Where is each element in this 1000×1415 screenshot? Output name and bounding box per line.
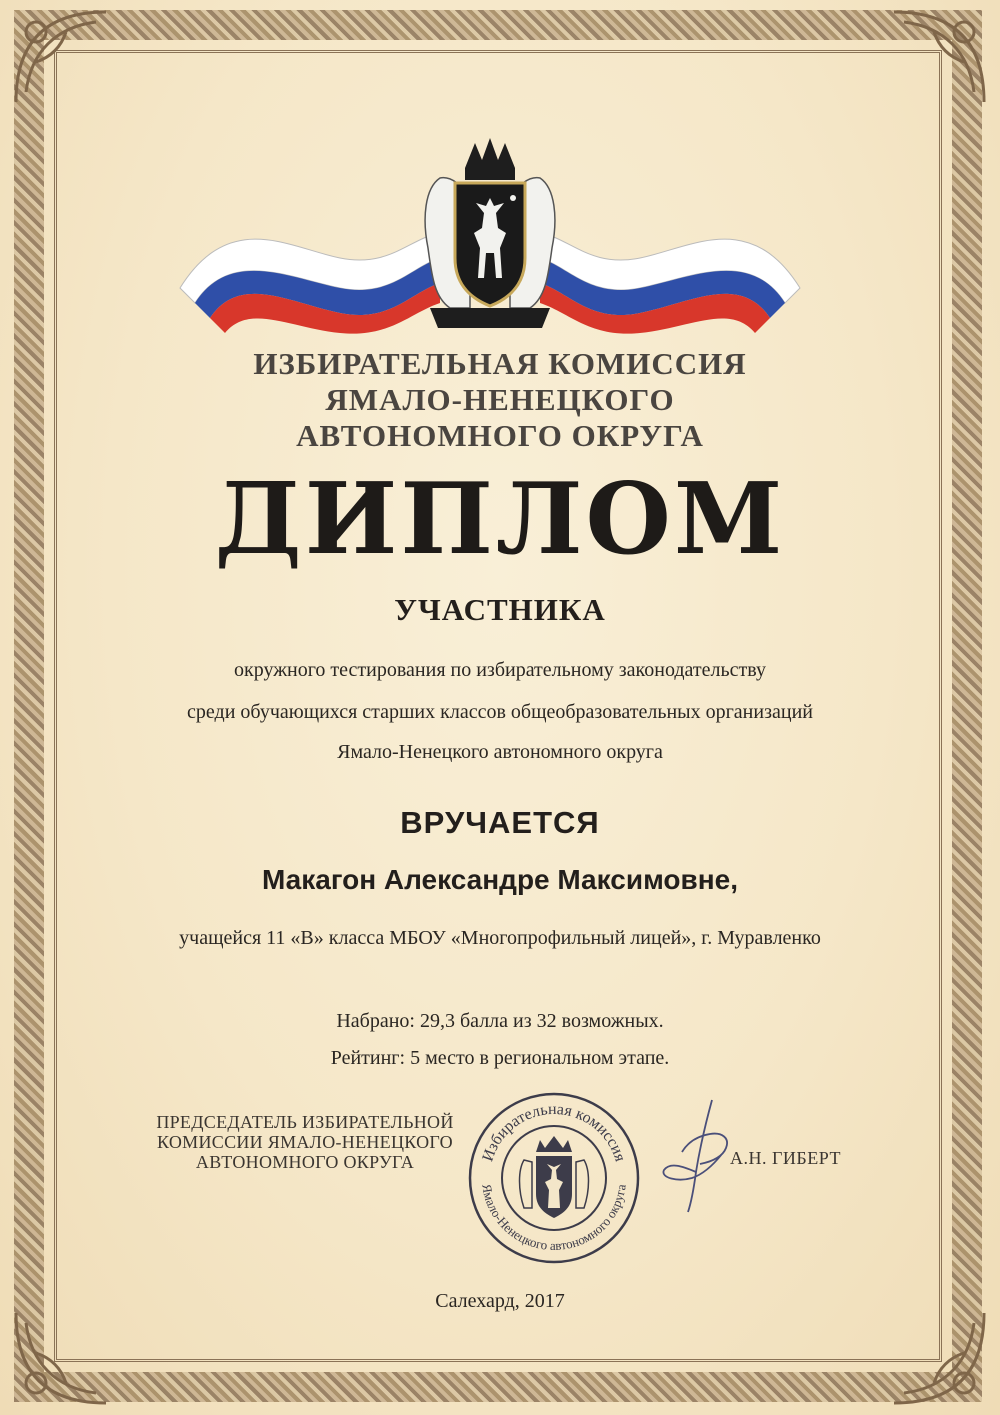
rating-line: Рейтинг: 5 место в региональном этапе. xyxy=(330,1047,670,1069)
diploma-title: ДИПЛОМ xyxy=(214,462,786,577)
corner-ornament-icon xyxy=(6,1303,116,1413)
diploma-subtitle: УЧАСТНИКА xyxy=(394,592,606,627)
description-line-3: Ямало-Ненецкого автономного округа xyxy=(337,741,663,763)
coat-of-arms-icon xyxy=(170,138,810,338)
commission-title-line-2: ЯМАЛО-НЕНЕЦКОГО xyxy=(325,382,675,417)
corner-ornament-icon xyxy=(6,2,116,112)
recipient-name: Макагон Александре Максимовне, xyxy=(262,864,738,895)
corner-ornament-icon xyxy=(884,2,994,112)
stamp-bottom-text: Ямало-Ненецкого автономного округа xyxy=(479,1183,629,1254)
chair-title-line-2: КОМИССИИ ЯМАЛО-НЕНЕЦКОГО xyxy=(157,1132,453,1152)
place-and-year: Салехард, 2017 xyxy=(435,1290,565,1312)
chair-title xyxy=(120,1112,490,1172)
commission-title-line-3: АВТОНОМНОГО ОКРУГА xyxy=(296,418,704,453)
commission-title-line-1: ИЗБИРАТЕЛЬНАЯ КОМИССИЯ xyxy=(253,346,747,381)
corner-ornament-icon xyxy=(884,1303,994,1413)
signer-name: А.Н. ГИБЕРТ xyxy=(730,1148,841,1168)
official-stamp-icon xyxy=(466,1090,642,1266)
description-line-2: среди обучающихся старших классов общеобразовательных организаций xyxy=(187,701,813,723)
svg-text:Избирательная комиссия xyxy=(479,1101,628,1164)
student-info: учащейся 11 «В» класса МБОУ «Многопрофильный лицей», г. Муравленко xyxy=(179,927,821,949)
chair-title-line-3: АВТОНОМНОГО ОКРУГА xyxy=(195,1152,415,1172)
stamp-top-text: Избирательная комиссия xyxy=(479,1100,629,1164)
description-line-1: окружного тестирования по избирательному законодательству xyxy=(234,659,766,681)
score-line: Набрано: 29,3 балла из 32 возможных. xyxy=(336,1010,664,1032)
chair-title-line-1: ПРЕДСЕДАТЕЛЬ ИЗБИРАТЕЛЬНОЙ xyxy=(156,1112,454,1132)
awarded-heading: ВРУЧАЕТСЯ xyxy=(400,805,600,840)
